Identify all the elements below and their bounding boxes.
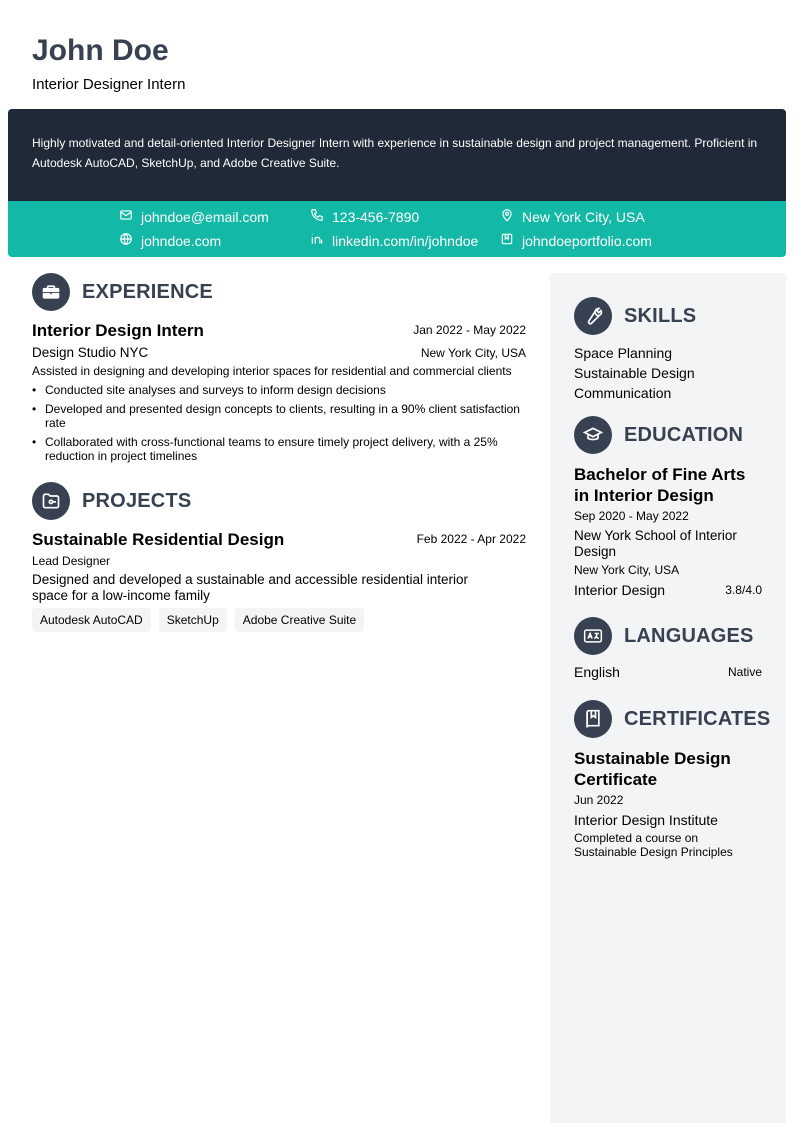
- phone-icon: [310, 208, 324, 226]
- sidebar: [550, 273, 786, 1123]
- language-row: [574, 662, 762, 682]
- certificate-date: Jun 2022: [574, 793, 624, 807]
- experience-section-header: [32, 273, 213, 311]
- project-tags: [32, 608, 364, 632]
- skill-item: Sustainable Design: [574, 365, 695, 381]
- certificate-icon: [574, 700, 612, 738]
- project-tag: Adobe Creative Suite: [235, 608, 364, 632]
- education-gpa: 3.8/4.0: [725, 582, 762, 597]
- mail-icon: [119, 208, 133, 226]
- education-location: New York City, USA: [574, 563, 680, 577]
- summary-text: Highly motivated and detail-oriented Interior Designer Intern with experience in sustainable design and project management. Proficient in Autodesk AutoCAD, SketchUp, and Adobe Creative Suite.: [32, 136, 758, 170]
- portfolio-icon: [500, 232, 514, 250]
- linkedin-text: linkedin.com/in/johndoe: [332, 233, 479, 249]
- education-heading: EDUCATION: [624, 423, 744, 446]
- project-tag: SketchUp: [159, 608, 227, 632]
- job-bullet: • Conducted site analyses and surveys to inform design decisions: [32, 383, 526, 397]
- translate-icon: [574, 617, 612, 655]
- projects-section-header: [32, 482, 191, 520]
- certificate-name: Sustainable Design Certificate: [574, 749, 731, 789]
- education-section-header: [574, 416, 743, 454]
- experience-heading: EXPERIENCE: [82, 280, 213, 303]
- contact-phone[interactable]: [310, 208, 419, 226]
- job-bullet: • Developed and presented design concepts to clients, resulting in a 90% client satisfaction rate: [32, 402, 526, 430]
- contact-portfolio[interactable]: [500, 232, 652, 250]
- candidate-title: Interior Designer Intern: [32, 76, 186, 93]
- website-text: johndoe.com: [141, 233, 222, 249]
- location-text: New York City, USA: [522, 209, 645, 225]
- education-degree: Bachelor of Fine Arts in Interior Design: [574, 465, 746, 505]
- job-title: Interior Design Intern: [32, 321, 204, 340]
- education-school: New York School of Interior Design: [574, 528, 737, 559]
- education-dates: Sep 2020 - May 2022: [574, 509, 689, 523]
- languages-heading: LANGUAGES: [624, 624, 754, 647]
- education-field: Interior Design: [574, 582, 666, 598]
- certificate-issuer: Interior Design Institute: [574, 812, 718, 828]
- projects-heading: PROJECTS: [82, 489, 192, 512]
- project-tag: Autodesk AutoCAD: [32, 608, 151, 632]
- certificates-heading: CERTIFICATES: [624, 707, 771, 730]
- resume-header: [32, 34, 185, 95]
- project-dates: Feb 2022 - Apr 2022: [416, 532, 526, 546]
- languages-section-header: [574, 617, 754, 655]
- certificates-section-header: [574, 700, 770, 738]
- contact-location: [500, 208, 645, 226]
- contact-email[interactable]: [119, 208, 269, 226]
- project-description: Designed and developed a sustainable and accessible residential interior space for a low-income family: [32, 572, 469, 603]
- language-name: English: [574, 664, 620, 680]
- wrench-icon: [574, 297, 612, 335]
- briefcase-icon: [32, 273, 70, 311]
- skills-section-header: [574, 297, 696, 335]
- job-bullet: • Collaborated with cross-functional teams to ensure timely project delivery, with a 25% reduction in project timelines: [32, 435, 526, 463]
- job-company: Design Studio NYC: [32, 345, 149, 360]
- skills-heading: SKILLS: [624, 304, 697, 327]
- language-level: Native: [727, 664, 762, 679]
- skill-item: Communication: [574, 385, 672, 401]
- certificate-description: Completed a course on Sustainable Design Principles: [574, 831, 733, 859]
- map-pin-icon: [500, 208, 514, 226]
- globe-icon: [119, 232, 133, 250]
- contact-bar: [8, 201, 786, 257]
- candidate-name: John Doe: [32, 34, 169, 67]
- education-field-row: [574, 580, 762, 600]
- job-bullet-list: [32, 383, 526, 468]
- contact-linkedin[interactable]: [310, 232, 478, 250]
- job-summary: Assisted in designing and developing interior spaces for residential and commercial clients: [32, 364, 512, 378]
- portfolio-text: johndoeportfolio.com: [522, 233, 652, 249]
- summary-panel: [8, 109, 786, 201]
- folder-icon: [32, 482, 70, 520]
- contact-website[interactable]: [119, 232, 221, 250]
- project-role: Lead Designer: [32, 554, 111, 568]
- phone-text: 123-456-7890: [332, 209, 420, 225]
- email-text: johndoe@email.com: [141, 209, 269, 225]
- job-location: New York City, USA: [420, 346, 526, 360]
- linkedin-icon: [310, 232, 324, 250]
- job-dates: Jan 2022 - May 2022: [413, 323, 526, 337]
- skill-item: Space Planning: [574, 345, 673, 361]
- graduation-cap-icon: [574, 416, 612, 454]
- skills-list: [574, 343, 762, 403]
- project-title: Sustainable Residential Design: [32, 530, 285, 549]
